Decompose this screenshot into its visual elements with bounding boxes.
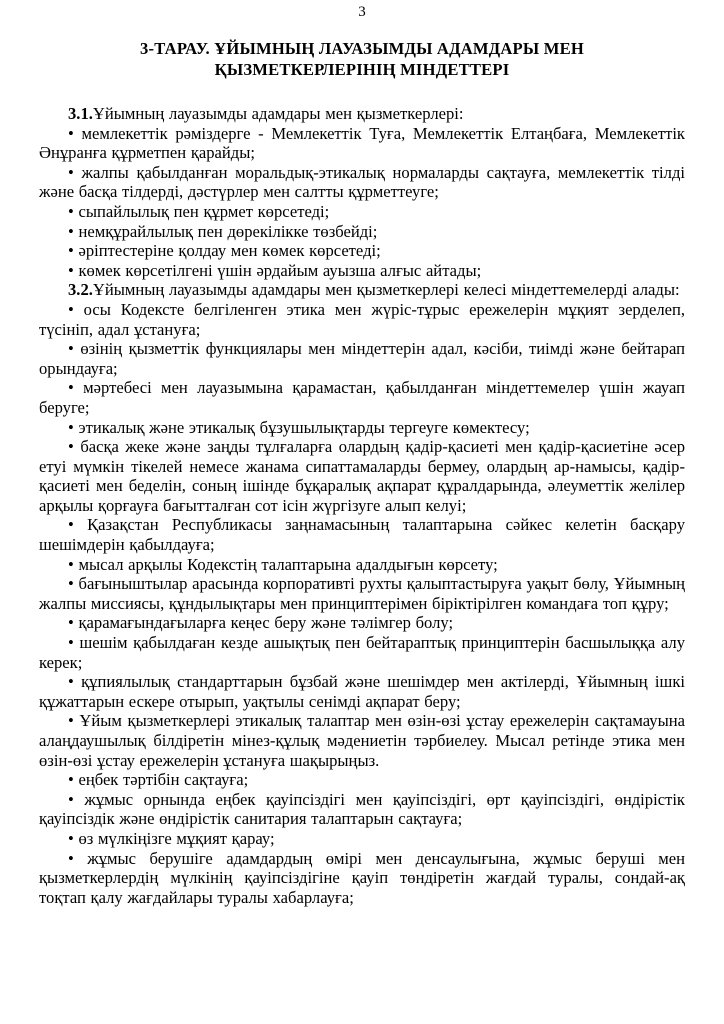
clause-paragraph xyxy=(39,280,685,300)
bullet-paragraph xyxy=(39,711,685,770)
bullet-marker: • xyxy=(68,241,74,261)
bullet-marker: • xyxy=(68,162,74,182)
bullet-paragraph xyxy=(39,672,685,711)
bullet-text: мемлекеттік рәміздерге - Мемлекеттік Туға, Мемлекеттік Елтаңбаға, Мемлекеттік Әнұранға құрметпен қарайды; xyxy=(39,123,685,163)
bullet-text: қарамағындағыларға кеңес беру және тәлімгер болу; xyxy=(78,613,454,633)
bullet-text: еңбек тәртібін сақтауға; xyxy=(78,770,249,790)
bullet-marker: • xyxy=(68,299,74,319)
bullet-marker: • xyxy=(68,554,74,574)
bullet-text: мысал арқылы Кодекстің талаптарына адалдығын көрсету; xyxy=(78,554,498,574)
bullet-text: жұмыс орнында еңбек қауіпсіздігі мен қауіпсіздігі, өрт қауіпсіздігі, өндірістік қауіпсіздік және өндірістік санитария талаптарын сақтауға; xyxy=(39,789,685,829)
bullet-text: өзінің қызметтік функциялары мен міндеттерін адал, кәсіби, тиімді және бейтарап орындауға; xyxy=(39,339,686,378)
clause-number: 3.2. xyxy=(68,280,93,300)
bullet-paragraph xyxy=(39,202,685,222)
bullet-marker: • xyxy=(68,221,74,241)
bullet-paragraph xyxy=(39,515,685,554)
bullet-paragraph xyxy=(39,222,685,242)
bullet-paragraph xyxy=(39,339,685,378)
bullet-text: жұмыс берушіге адамдардың өмірі мен денсаулығына, жұмыс беруші мен қызметкерлердің мүлкінің қауіпсіздігіне қауіп төндіретін жағдай туралы, сондай-ақ тоқтап қалу жағдайлары туралы хабарлауға; xyxy=(39,848,685,907)
bullet-marker: • xyxy=(68,417,74,437)
bullet-text: немқұрайлылық пен дөрекілікке төзбейді; xyxy=(78,221,378,241)
bullet-text: этикалық және этикалық бұзушылықтарды тергеуге көмектесу; xyxy=(78,417,530,437)
bullet-marker: • xyxy=(68,260,74,280)
bullet-text: сыпайлылық пен құрмет көрсетеді; xyxy=(78,201,330,221)
clause-paragraph xyxy=(39,104,685,124)
bullet-paragraph xyxy=(39,613,685,633)
bullet-paragraph xyxy=(39,261,685,281)
bullet-paragraph xyxy=(39,163,685,202)
bullet-text: осы Кодексте белгіленген этика мен жүріс-тұрыс ережелерін мұқият зерделеп, түсініп, адал ұстануға; xyxy=(39,299,685,339)
bullet-text: құпиялылық стандарттарын бұзбай және шешімдер мен актілерді, Ұйымның ішкі құжаттарын ескере отырып, уақтылы сенімді ақпарат беру; xyxy=(39,672,685,711)
bullet-paragraph xyxy=(39,829,685,849)
bullet-paragraph xyxy=(39,418,685,438)
bullet-text: басқа жеке және заңды тұлғаларға олардың қадір-қасиеті мен қадір-қасиетіне әсер етуі мүмкін тікелей немесе жанама сипаттамаларды бермеу, олардың ар-намысы, қадір-қасиеті мен беделін, соның ішінде бұқаралық ақпарат құралдарында, әлеуметтік желілер арқылы қорғауға бағытталған сот ісін жүргізуге алып келуі; xyxy=(39,437,685,515)
document-body xyxy=(39,104,685,907)
bullet-paragraph xyxy=(39,555,685,575)
bullet-paragraph xyxy=(39,770,685,790)
bullet-marker: • xyxy=(68,201,74,221)
bullet-text: бағыныштылар арасында корпоративті рухты қалыптастыруға уақыт бөлу, Ұйымның жалпы миссиясы, құндылықтары мен принциптерімен біріктірілген командаға топ құру; xyxy=(39,574,685,613)
bullet-marker: • xyxy=(68,123,74,143)
bullet-marker: • xyxy=(68,770,74,790)
bullet-paragraph xyxy=(39,849,685,908)
bullet-marker: • xyxy=(68,515,74,535)
bullet-marker: • xyxy=(68,828,74,848)
bullet-paragraph xyxy=(39,124,685,163)
bullet-marker: • xyxy=(68,339,74,359)
bullet-text: әріптестеріне қолдау мен көмек көрсетеді; xyxy=(78,241,381,261)
bullet-text: өз мүлкіңізге мұқият қарау; xyxy=(78,828,275,848)
bullet-marker: • xyxy=(68,613,74,633)
clause-text: Ұйымның лауазымды адамдары мен қызметкерлері келесі міндеттемелерді алады: xyxy=(92,280,680,300)
bullet-marker: • xyxy=(68,672,74,692)
bullet-paragraph xyxy=(39,790,685,829)
bullet-marker: • xyxy=(68,848,74,868)
bullet-text: шешім қабылдаған кезде ашықтық пен бейтараптық принциптерін басшылыққа алу керек; xyxy=(39,633,685,672)
bullet-marker: • xyxy=(68,378,74,398)
bullet-paragraph xyxy=(39,378,685,417)
bullet-paragraph xyxy=(39,300,685,339)
bullet-paragraph xyxy=(39,633,685,672)
bullet-text: көмек көрсетілгені үшін әрдайым ауызша алғыс айтады; xyxy=(78,260,482,280)
bullet-paragraph xyxy=(39,437,685,515)
bullet-marker: • xyxy=(68,633,74,653)
page-number: 3 xyxy=(358,4,366,20)
bullet-text: мәртебесі мен лауазымына қарамастан, қабылданған міндеттемелер үшін жауап беруге; xyxy=(39,378,685,417)
bullet-text: Ұйым қызметкерлері этикалық талаптар мен өзін-өзі ұстау ережелерін сақтамауына алаңдаушылық білдіретін мінез-құлық мәдениетін тәрбиелеу. Мысал ретінде этика мен өзін-өзі ұстау ережелерін ұстануға шақырыңыз. xyxy=(39,711,685,770)
bullet-paragraph xyxy=(39,241,685,261)
bullet-text: жалпы қабылданған моральдық-этикалық нормаларды сақтауға, мемлекеттік тілді және басқа тілдерді, дәстүрлер мен салтты құрметтеуге; xyxy=(39,162,685,202)
bullet-marker: • xyxy=(68,789,74,809)
chapter-heading: 3-ТАРАУ. ҰЙЫМНЫҢ ЛАУАЗЫМДЫ АДАМДАРЫ МЕН ҚЫЗМЕТКЕРЛЕРІНІҢ МІНДЕТТЕРІ xyxy=(140,39,584,79)
bullet-text: Қазақстан Республикасы заңнамасының талаптарына сәйкес келетін басқару шешімдерін қабылдауға; xyxy=(39,515,685,555)
bullet-paragraph xyxy=(39,574,685,613)
bullet-marker: • xyxy=(68,437,74,457)
bullet-marker: • xyxy=(68,574,74,594)
bullet-marker: • xyxy=(68,711,74,731)
clause-text: Ұйымның лауазымды адамдары мен қызметкерлері: xyxy=(92,104,464,123)
clause-number: 3.1. xyxy=(68,104,93,123)
